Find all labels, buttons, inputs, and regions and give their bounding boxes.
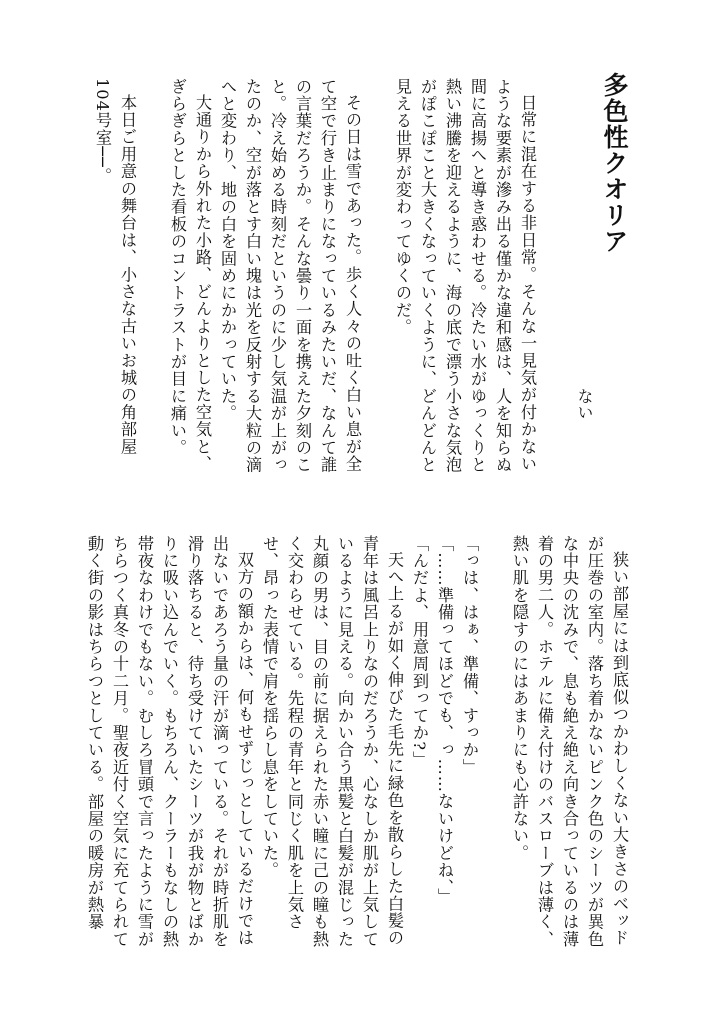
blank-line [140, 78, 165, 488]
author-name: ない [575, 388, 594, 420]
dialogue-line: 「……準備ってほどでも、っ……ないけどね、」 [435, 535, 454, 906]
dialogue-line: 「んだよ、用意周到ってか?」 [410, 535, 429, 769]
blank-line [482, 535, 507, 955]
paragraph: 狭い部屋には到底似つかわしくない大きさのベッドが圧巻の室内。落ち着かないピンク色のシーツが異色な中央の沈みで、息も絶え絶え向き合っているのは薄着の男二人。ホテルに備え付けのバスローブは薄く、熱い肌を隠すのにはあまりにも心許ない。 [510, 535, 629, 948]
paragraph: その日は雪であった。歩く人々の吐く白い息が全て空で行き止まりになっているみたいだ、なんて誰の言葉だろうか。そんな曇り一面を携えた夕刻のこと。冷え始める時刻だというのに少し気温が上がったのか、空が落とす白い塊は光を反射する大粒の滴へと変わり、地の白を固めにかかっていた。 [218, 78, 362, 474]
top-text-block [93, 78, 540, 488]
bottom-text-block [85, 535, 632, 955]
story-title: 多色性クオリア [600, 72, 629, 254]
paragraph: 本日ご用意の舞台は、小さな古いお城の角部屋104号室──。 [93, 78, 137, 456]
paragraph: 双方の額からは、何もせずじっとしているだけでは出ないであろう量の汗が滴っている。それが時折肌を滑り落ちると、待ち受けていたシーツが我が物とばかりに吸い込んでいく。もちろん、クーラーもなしの熱帯夜なわけでもない。むしろ冒頭で言ったように雪がちらつく真冬の十二月。聖夜近付く空気に充てられて動く街の影はちらつとしている。部屋の暖房が熱暴 [85, 535, 254, 948]
paragraph: 大通りから外れた小路、どんよりとした空気と、ぎらぎらとした看板のコントラストが目に痛い。 [168, 78, 212, 473]
dialogue-line: 「っは、はぁ、準備、すっか」 [460, 535, 479, 776]
paragraph: 日常に混在する非日常。そんな一見気が付かないような要素が滲み出る僅かな違和感は、人を知らぬ間に高揚へと導き惑わせる。冷たい水がゆっくりと熱い沸騰を迎えるように、海の底で漂う小さな気泡がぽこぽこと大きくなっていくように、どんどんと見える世界が変わってゆくのだ。 [393, 78, 537, 474]
blank-line [365, 78, 390, 488]
paragraph: 天へ上るが如く伸びた毛先に緑色を散らした白髪の青年は風呂上りなのだろうか、心なしか肌が上気しているように見える。向かい合う黒髪と白髪が混じった丸顔の男は、目の前に据えられた赤い瞳に己の瞳も熱く交わらせている。先程の青年と同じく肌を上気させ、昂った表情で肩を揺らし息をしていた。 [260, 535, 404, 948]
